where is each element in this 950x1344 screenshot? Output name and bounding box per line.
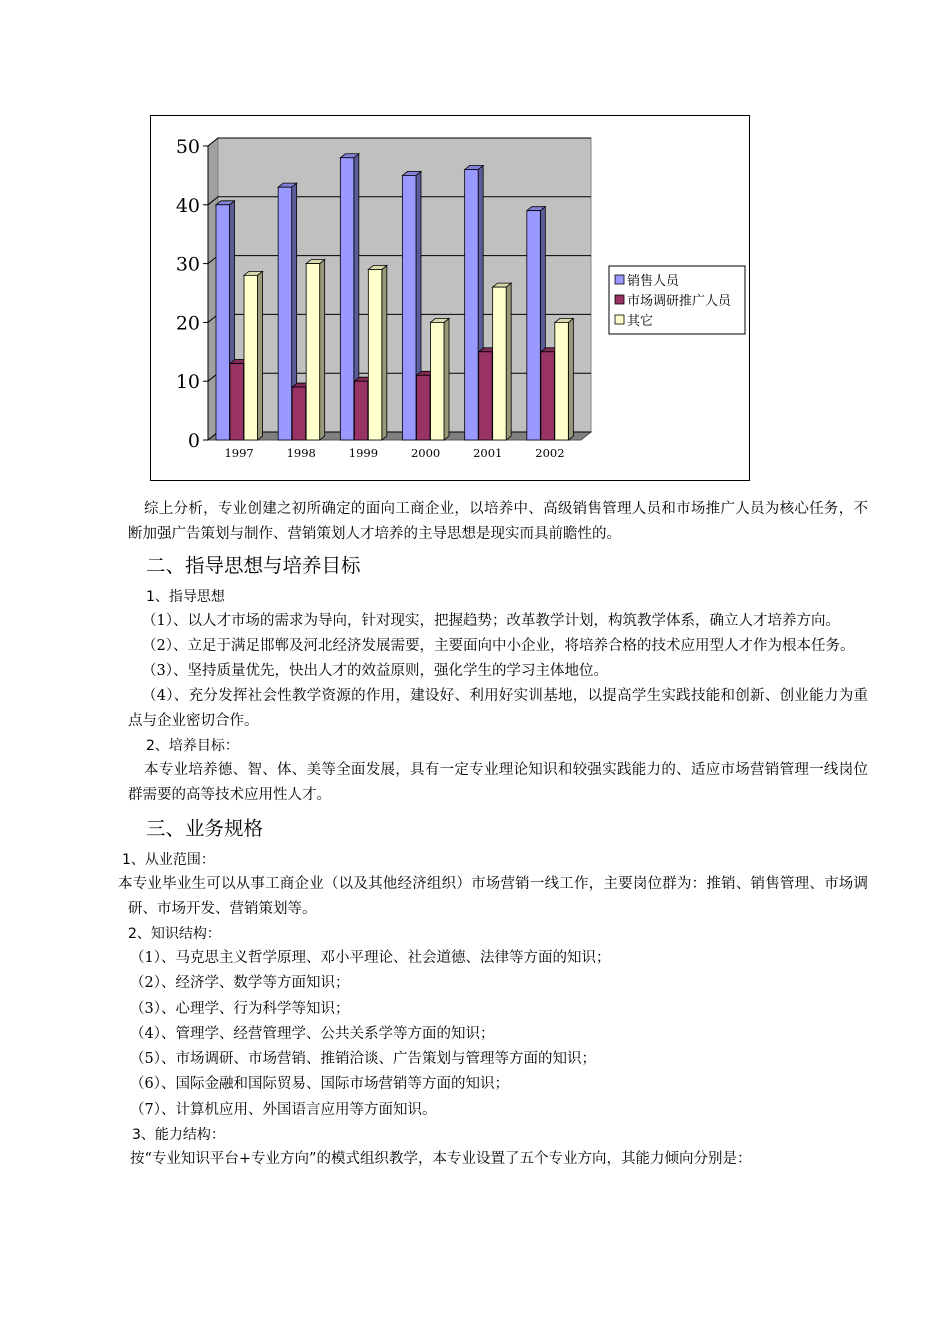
y-tick-label: 10 [175,371,200,394]
document-body [118,497,868,1172]
y-tick-label: 30 [175,253,200,276]
legend-swatch [615,275,624,284]
knowledge-item: （4）、管理学、经营管理学、公共关系学等方面的知识； [130,1025,495,1042]
bar [431,322,445,440]
bar [417,375,431,440]
bar [368,269,382,440]
knowledge-list [128,946,868,1123]
s2-paragraph-2: （2）、立足于满足邯郸及河北经济发展需要，主要面向中小企业，将培养合格的技术应用型人才作为根本任务。 [142,638,855,654]
y-tick-label: 20 [175,312,200,335]
knowledge-item: （1）、马克思主义哲学原理、邓小平理论、社会道德、法律等方面的知识； [130,950,611,966]
s3-heading-knowledge: 2、知识结构： [128,926,221,942]
bar [216,205,230,440]
bar [306,264,320,440]
section3-title: 三、业务规格 [146,817,264,840]
bar [230,364,244,440]
legend-label: 销售人员 [627,274,680,289]
s3-paragraph-1: 本专业毕业生可以从事工商企业（以及其他经济组织）市场营销一线工作，主要岗位群为：推销、销售管理、市场调研、市场开发、营销策划等。 [118,876,868,917]
x-tick-label: 2002 [535,446,565,460]
knowledge-item: （7）、计算机应用、外国语言应用等方面知识。 [130,1101,437,1118]
bar [244,275,258,440]
s2-paragraph-3: （3）、坚持质量优先，快出人才的效益原则，强化学生的学习主体地位。 [142,663,608,679]
bar-side [258,271,263,440]
bar [403,175,417,440]
bar [465,170,479,440]
s2-heading-guiding-ideas: 1、指导思想 [146,589,225,605]
knowledge-item: （3）、心理学、行为科学等知识； [130,1000,350,1017]
section2-title: 二、指导思想与培养目标 [146,554,361,577]
knowledge-item: （6）、国际金融和国际贸易、国际市场营销等方面的知识； [130,1076,509,1093]
x-tick-label: 1999 [348,446,379,460]
s3-paragraph-2: 按“专业知识平台+专业方向”的模式组织教学，本专业设置了五个专业方向，其能力倾向分别是： [130,1151,752,1168]
bar [354,381,368,440]
bar-side [444,318,449,440]
bar [278,187,292,440]
s3-heading-scope: 1、从业范围： [122,852,215,868]
legend-label: 其它 [627,314,654,329]
s2-paragraph-4: （4）、充分发挥社会性教学资源的作用，建设好、利用好实训基地，以提高学生实践技能和创新、创业能力为重点与企业密切合作。 [128,688,868,729]
legend-swatch [615,295,624,304]
bar [555,322,569,440]
bar-side [568,318,573,440]
y-tick-label: 0 [187,430,200,452]
s2-paragraph-1: （1）、以人才市场的需求为导向，针对现实，把握趋势；改革教学计划，构筑教学体系，确立人才培养方向。 [142,613,840,629]
legend-swatch [615,315,624,324]
summary-paragraph: 综上分析，专业创建之初所确定的面向工商企业，以培养中、高级销售管理人员和市场推广人员为核心任务，不断加强广告策划与制作、营销策划人才培养的主导思想是现实而具前瞻性的。 [128,501,868,542]
knowledge-item: （5）、市场调研、市场营销、推销洽谈、广告策划与管理等方面的知识； [130,1051,596,1068]
legend-label: 市场调研推广人员 [627,294,732,309]
bar [493,287,507,440]
bar-chart [150,115,750,481]
bar [541,352,555,440]
bar-side [382,265,387,440]
chart-svg [151,116,751,482]
x-tick-label: 1998 [286,446,316,460]
bar [292,387,306,440]
s2-paragraph-5: 本专业培养德、智、体、美等全面发展，具有一定专业理论知识和较强实践能力的、适应市场营销管理一线岗位群需要的高等技术应用性人才。 [128,762,868,803]
bar [527,211,541,440]
x-tick-label: 2001 [473,446,503,460]
bar-side [506,283,511,440]
y-tick-label: 50 [175,136,200,158]
knowledge-item: （2）、经济学、数学等方面知识； [130,975,350,992]
bar [479,352,493,440]
bar [340,158,354,440]
x-tick-label: 2000 [410,446,441,460]
s2-heading-training-goals: 2、培养目标： [146,738,239,754]
s3-heading-ability: 3、能力结构： [132,1127,225,1144]
x-tick-label: 1997 [224,446,254,460]
y-tick-label: 40 [175,194,200,217]
bar-side [320,260,325,440]
